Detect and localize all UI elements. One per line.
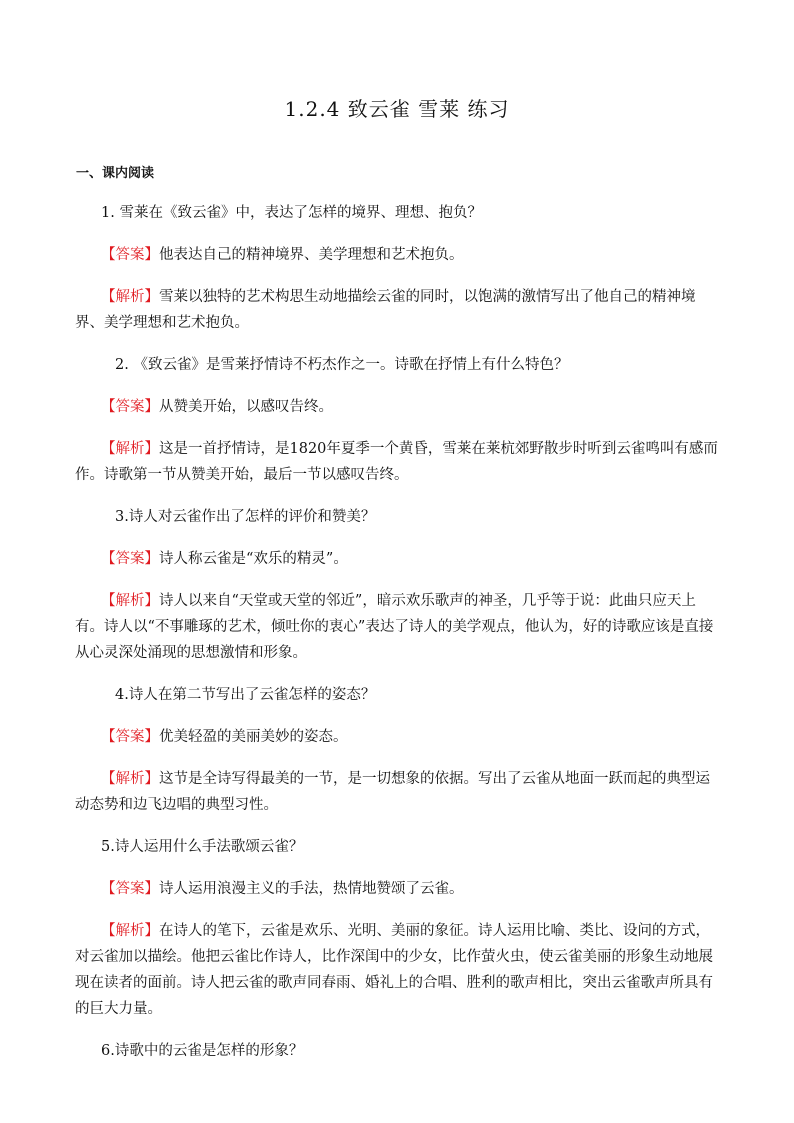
answer-4: [75, 724, 723, 750]
analysis-tag: 【解析】: [101, 771, 159, 787]
analysis-text: 在诗人的笔下，云雀是欢乐、光明、美丽的象征。诗人运用比喻、类比、设问的方式，对云雀加以描绘。他把云雀比作诗人，比作深闺中的少女，比作萤火虫，使云雀美丽的形象生动地展现在读者的面前。诗人把云雀的歌声同春雨、婚礼上的合唱、胜利的歌声相比，突出云雀歌声所具有的巨大力量。: [75, 923, 713, 1017]
document-title: 1.2.4 致云雀 雪莱 练习: [284, 97, 510, 121]
question-3: 3.诗人对云雀作出了怎样的评价和赞美？: [115, 509, 376, 525]
question-5: 5.诗人运用什么手法歌颂云雀？: [101, 839, 304, 855]
answer-tag: 【答案】: [101, 247, 159, 263]
analysis-3: [75, 588, 723, 666]
analysis-text: 这是一首抒情诗，是1820年夏季一个黄昏，雪莱在莱杭郊野散步时听到云雀鸣叫有感而作。诗歌第一节从赞美开始，最后一节以感叹告终。: [75, 441, 718, 483]
answer-tag: 【答案】: [101, 729, 159, 745]
exercise-list: [75, 200, 723, 1080]
analysis-tag: 【解析】: [101, 923, 159, 939]
answer-tag: 【答案】: [101, 881, 159, 897]
answer-1: [75, 242, 723, 268]
answer-text: 诗人运用浪漫主义的手法，热情地赞颂了云雀。: [159, 881, 464, 897]
question-4: 4.诗人在第二节写出了云雀怎样的姿态？: [115, 687, 376, 703]
answer-tag: 【答案】: [101, 399, 159, 415]
analysis-text: 这节是全诗写得最美的一节，是一切想象的依据。写出了云雀从地面一跃而起的典型运动态势和边飞边唱的典型习性。: [75, 771, 710, 813]
answer-text: 他表达自己的精神境界、美学理想和艺术抱负。: [159, 247, 464, 263]
answer-2: [75, 394, 723, 420]
answer-tag: 【答案】: [101, 551, 159, 567]
analysis-tag: 【解析】: [101, 441, 159, 457]
analysis-4: [75, 766, 723, 818]
analysis-2: [75, 436, 723, 488]
question-6: 6.诗歌中的云雀是怎样的形象？: [101, 1043, 304, 1059]
answer-text: 优美轻盈的美丽美妙的姿态。: [159, 729, 348, 745]
analysis-text: 雪莱以独特的艺术构思生动地描绘云雀的同时，以饱满的激情写出了他自己的精神境界、美学理想和艺术抱负。: [75, 289, 696, 331]
analysis-tag: 【解析】: [101, 289, 159, 305]
section-heading: 一、课内阅读: [76, 166, 155, 181]
analysis-tag: 【解析】: [101, 593, 159, 609]
answer-3: [75, 546, 723, 572]
analysis-text: 诗人以来自“天堂或天堂的邻近”，暗示欢乐歌声的神圣，几乎等于说：此曲只应天上有。诗人以“不事雕琢的艺术，倾吐你的衷心”表达了诗人的美学观点，他认为，好的诗歌应该是直接从心灵深处涌现的思想激情和形象。: [75, 593, 714, 661]
question-1: 1. 雪莱在《致云雀》中，表达了怎样的境界、理想、抱负？: [101, 205, 482, 221]
answer-text: 从赞美开始，以感叹告终。: [159, 399, 333, 415]
answer-text: 诗人称云雀是“欢乐的精灵”。: [159, 551, 348, 567]
answer-5: [75, 876, 723, 902]
question-2: 2. 《致云雀》是雪莱抒情诗不朽杰作之一。诗歌在抒情上有什么特色？: [115, 357, 569, 373]
analysis-5: [75, 918, 723, 1022]
analysis-1: [75, 284, 723, 336]
